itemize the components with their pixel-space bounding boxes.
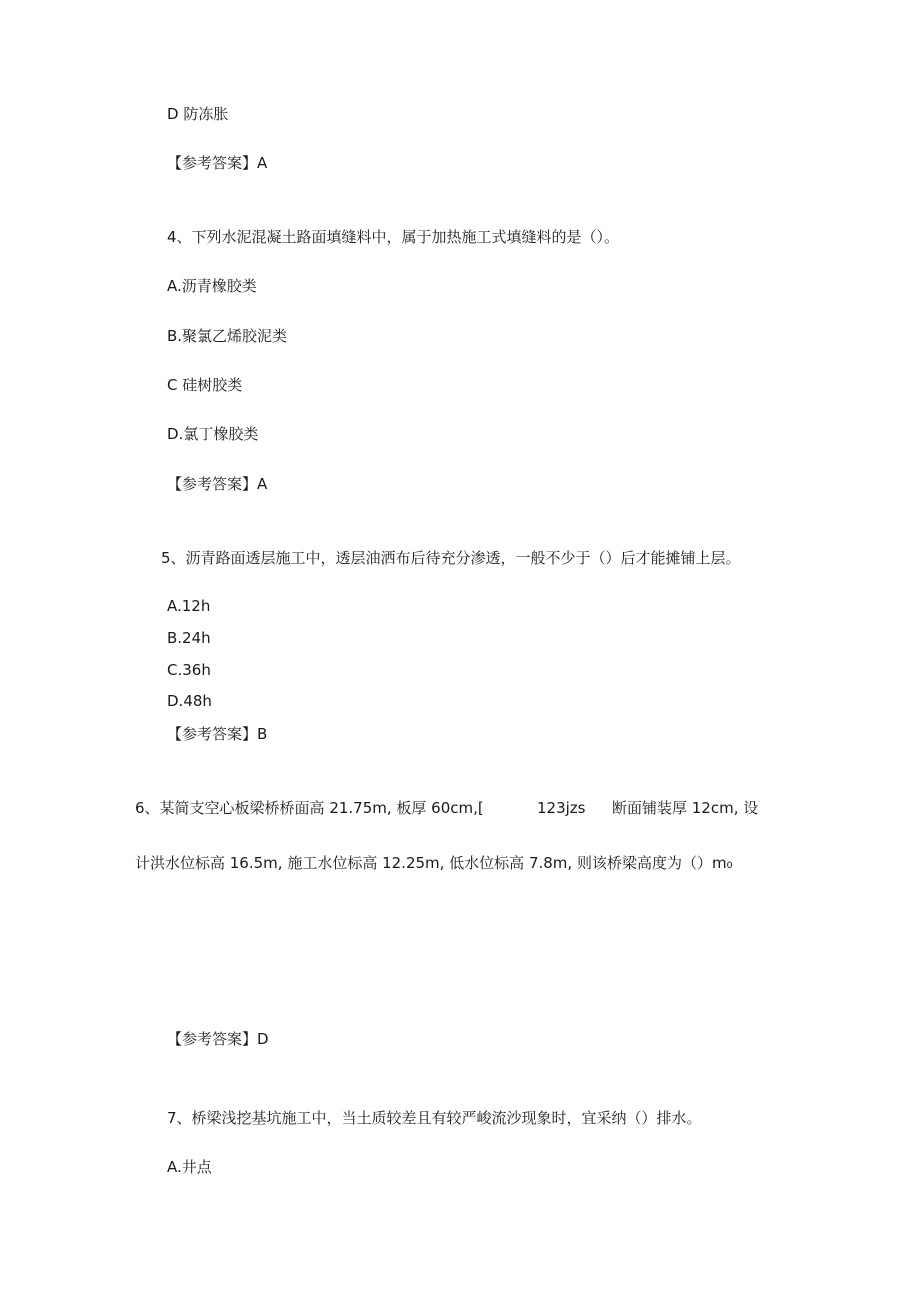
- q5-question: 5、沥青路面透层施工中，透层油洒布后待充分渗透，一般不少于（）后才能摊铺上层。: [161, 549, 741, 567]
- q5-answer: 【参考答案】B: [167, 725, 268, 743]
- q5-option-c: C.36h: [167, 661, 211, 679]
- q6-answer: 【参考答案】D: [167, 1030, 269, 1048]
- q5-option-d: D.48h: [167, 692, 212, 710]
- q6-line1-part2: 123jzs: [537, 799, 586, 817]
- q6-line2: 计洪水位标高 16.5m, 施工水位标高 12.25m, 低水位标高 7.8m, 则该桥梁高度为（）m₀: [135, 854, 733, 872]
- q3-answer: 【参考答案】A: [167, 154, 268, 172]
- q5-option-a: A.12h: [167, 597, 211, 615]
- q4-answer: 【参考答案】A: [167, 475, 268, 493]
- q4-option-b: B.聚氯乙烯胶泥类: [167, 327, 288, 345]
- q7-option-a: A.井点: [167, 1158, 212, 1176]
- q6-line1-part3: 断面铺装厚 12cm, 设: [612, 799, 759, 817]
- q4-option-c: C 硅树胶类: [167, 376, 243, 394]
- q6-line1-part1: 6、某简支空心板梁桥桥面高 21.75m, 板厚 60cm,[: [135, 799, 484, 817]
- q7-question: 7、桥梁浅挖基坑施工中，当土质较差且有较严峻流沙现象时，宜采纳（）排水。: [167, 1109, 702, 1127]
- q4-option-a: A.沥青橡胶类: [167, 277, 257, 295]
- q4-question: 4、下列水泥混凝土路面填缝料中，属于加热施工式填缝料的是（）。: [167, 228, 620, 246]
- q5-option-b: B.24h: [167, 629, 211, 647]
- q4-option-d: D.氯丁橡胶类: [167, 425, 259, 443]
- q3-option-d: D 防冻胀: [167, 105, 229, 123]
